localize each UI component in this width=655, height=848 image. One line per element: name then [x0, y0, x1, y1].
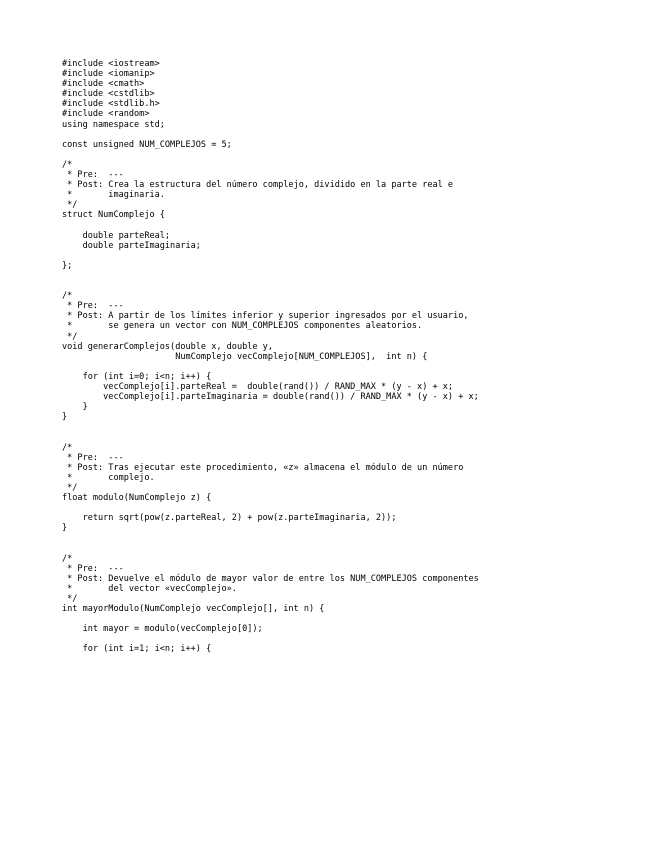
code-line: * complejo.: [62, 472, 155, 483]
code-line: * Pre: ---: [62, 563, 124, 574]
code-line: void generarComplejos(double x, double y,: [62, 341, 273, 352]
code-line: [62, 503, 479, 513]
code-line: /*: [62, 553, 73, 564]
code-line: #include <stdlib.h>: [62, 99, 160, 110]
code-line: #include <iomanip>: [62, 69, 155, 80]
code-line: * Post: Devuelve el módulo de mayor valor de entre los NUM_COMPLEJOS componentes: [62, 573, 479, 584]
code-line: int mayor = modulo(vecComplejo[0]);: [62, 624, 263, 635]
source-code-listing: [62, 59, 479, 655]
code-line: * Pre: ---: [62, 301, 124, 312]
code-line: const unsigned NUM_COMPLEJOS = 5;: [62, 139, 232, 150]
code-line: [62, 271, 479, 281]
code-line: [62, 150, 479, 160]
code-line: * se genera un vector con NUM_COMPLEJOS componentes aleatorios.: [62, 321, 423, 332]
code-line: #include <cmath>: [62, 79, 145, 90]
code-line: /*: [62, 291, 73, 302]
code-line: double parteImaginaria;: [62, 240, 201, 251]
code-line: using namespace std;: [62, 119, 165, 130]
code-line: [62, 281, 479, 291]
code-line: for (int i=1; i<n; i++) {: [62, 644, 212, 655]
code-line: * Post: Tras ejecutar este procedimiento, «z» almacena el módulo de un número: [62, 462, 464, 473]
code-line: */: [62, 593, 78, 604]
code-line: #include <cstdlib>: [62, 89, 155, 100]
code-line: /*: [62, 442, 73, 453]
code-line: vecComplejo[i].parteReal = double(rand()) / RAND_MAX * (y - x) + x;: [62, 382, 454, 392]
code-line: NumComplejo vecComplejo[NUM_COMPLEJOS], int n) {: [62, 351, 428, 362]
code-line: */: [62, 200, 78, 211]
code-line: #include <iostream>: [62, 59, 160, 69]
code-line: for (int i=0; i<n; i++) {: [62, 371, 212, 382]
code-line: [62, 251, 479, 261]
code-line: float modulo(NumComplejo z) {: [62, 493, 212, 504]
code-line: [62, 533, 479, 543]
code-line: /*: [62, 159, 73, 170]
code-line: * imaginaria.: [62, 190, 165, 201]
code-line: * Pre: ---: [62, 170, 124, 181]
code-line: int mayorModulo(NumComplejo vecComplejo[], int n) {: [62, 604, 325, 615]
code-line: [62, 130, 479, 140]
code-line: double parteReal;: [62, 230, 171, 241]
code-line: */: [62, 482, 78, 493]
code-line: [62, 362, 479, 372]
code-line: [62, 614, 479, 624]
code-line: }: [62, 402, 88, 413]
code-line: struct NumComplejo {: [62, 210, 165, 221]
code-line: return sqrt(pow(z.parteReal, 2) + pow(z.parteImaginaria, 2));: [62, 513, 397, 524]
code-line: #include <random>: [62, 109, 150, 120]
code-line: [62, 422, 479, 432]
code-line: [62, 634, 479, 644]
code-line: };: [62, 260, 73, 271]
code-line: }: [62, 412, 68, 423]
code-line: */: [62, 331, 78, 342]
code-line: * Post: A partir de los límites inferior y superior ingresados por el usuario,: [62, 311, 469, 322]
code-line: vecComplejo[i].parteImaginaria = double(rand()) / RAND_MAX * (y - x) + x;: [62, 392, 479, 403]
code-line: [62, 221, 479, 231]
code-line: }: [62, 523, 68, 534]
code-line: [62, 432, 479, 442]
code-line: [62, 544, 479, 554]
code-line: * Post: Crea la estructura del número complejo, dividido en la parte real e: [62, 180, 454, 191]
code-line: * Pre: ---: [62, 452, 124, 463]
code-line: * del vector «vecComplejo».: [62, 583, 237, 594]
